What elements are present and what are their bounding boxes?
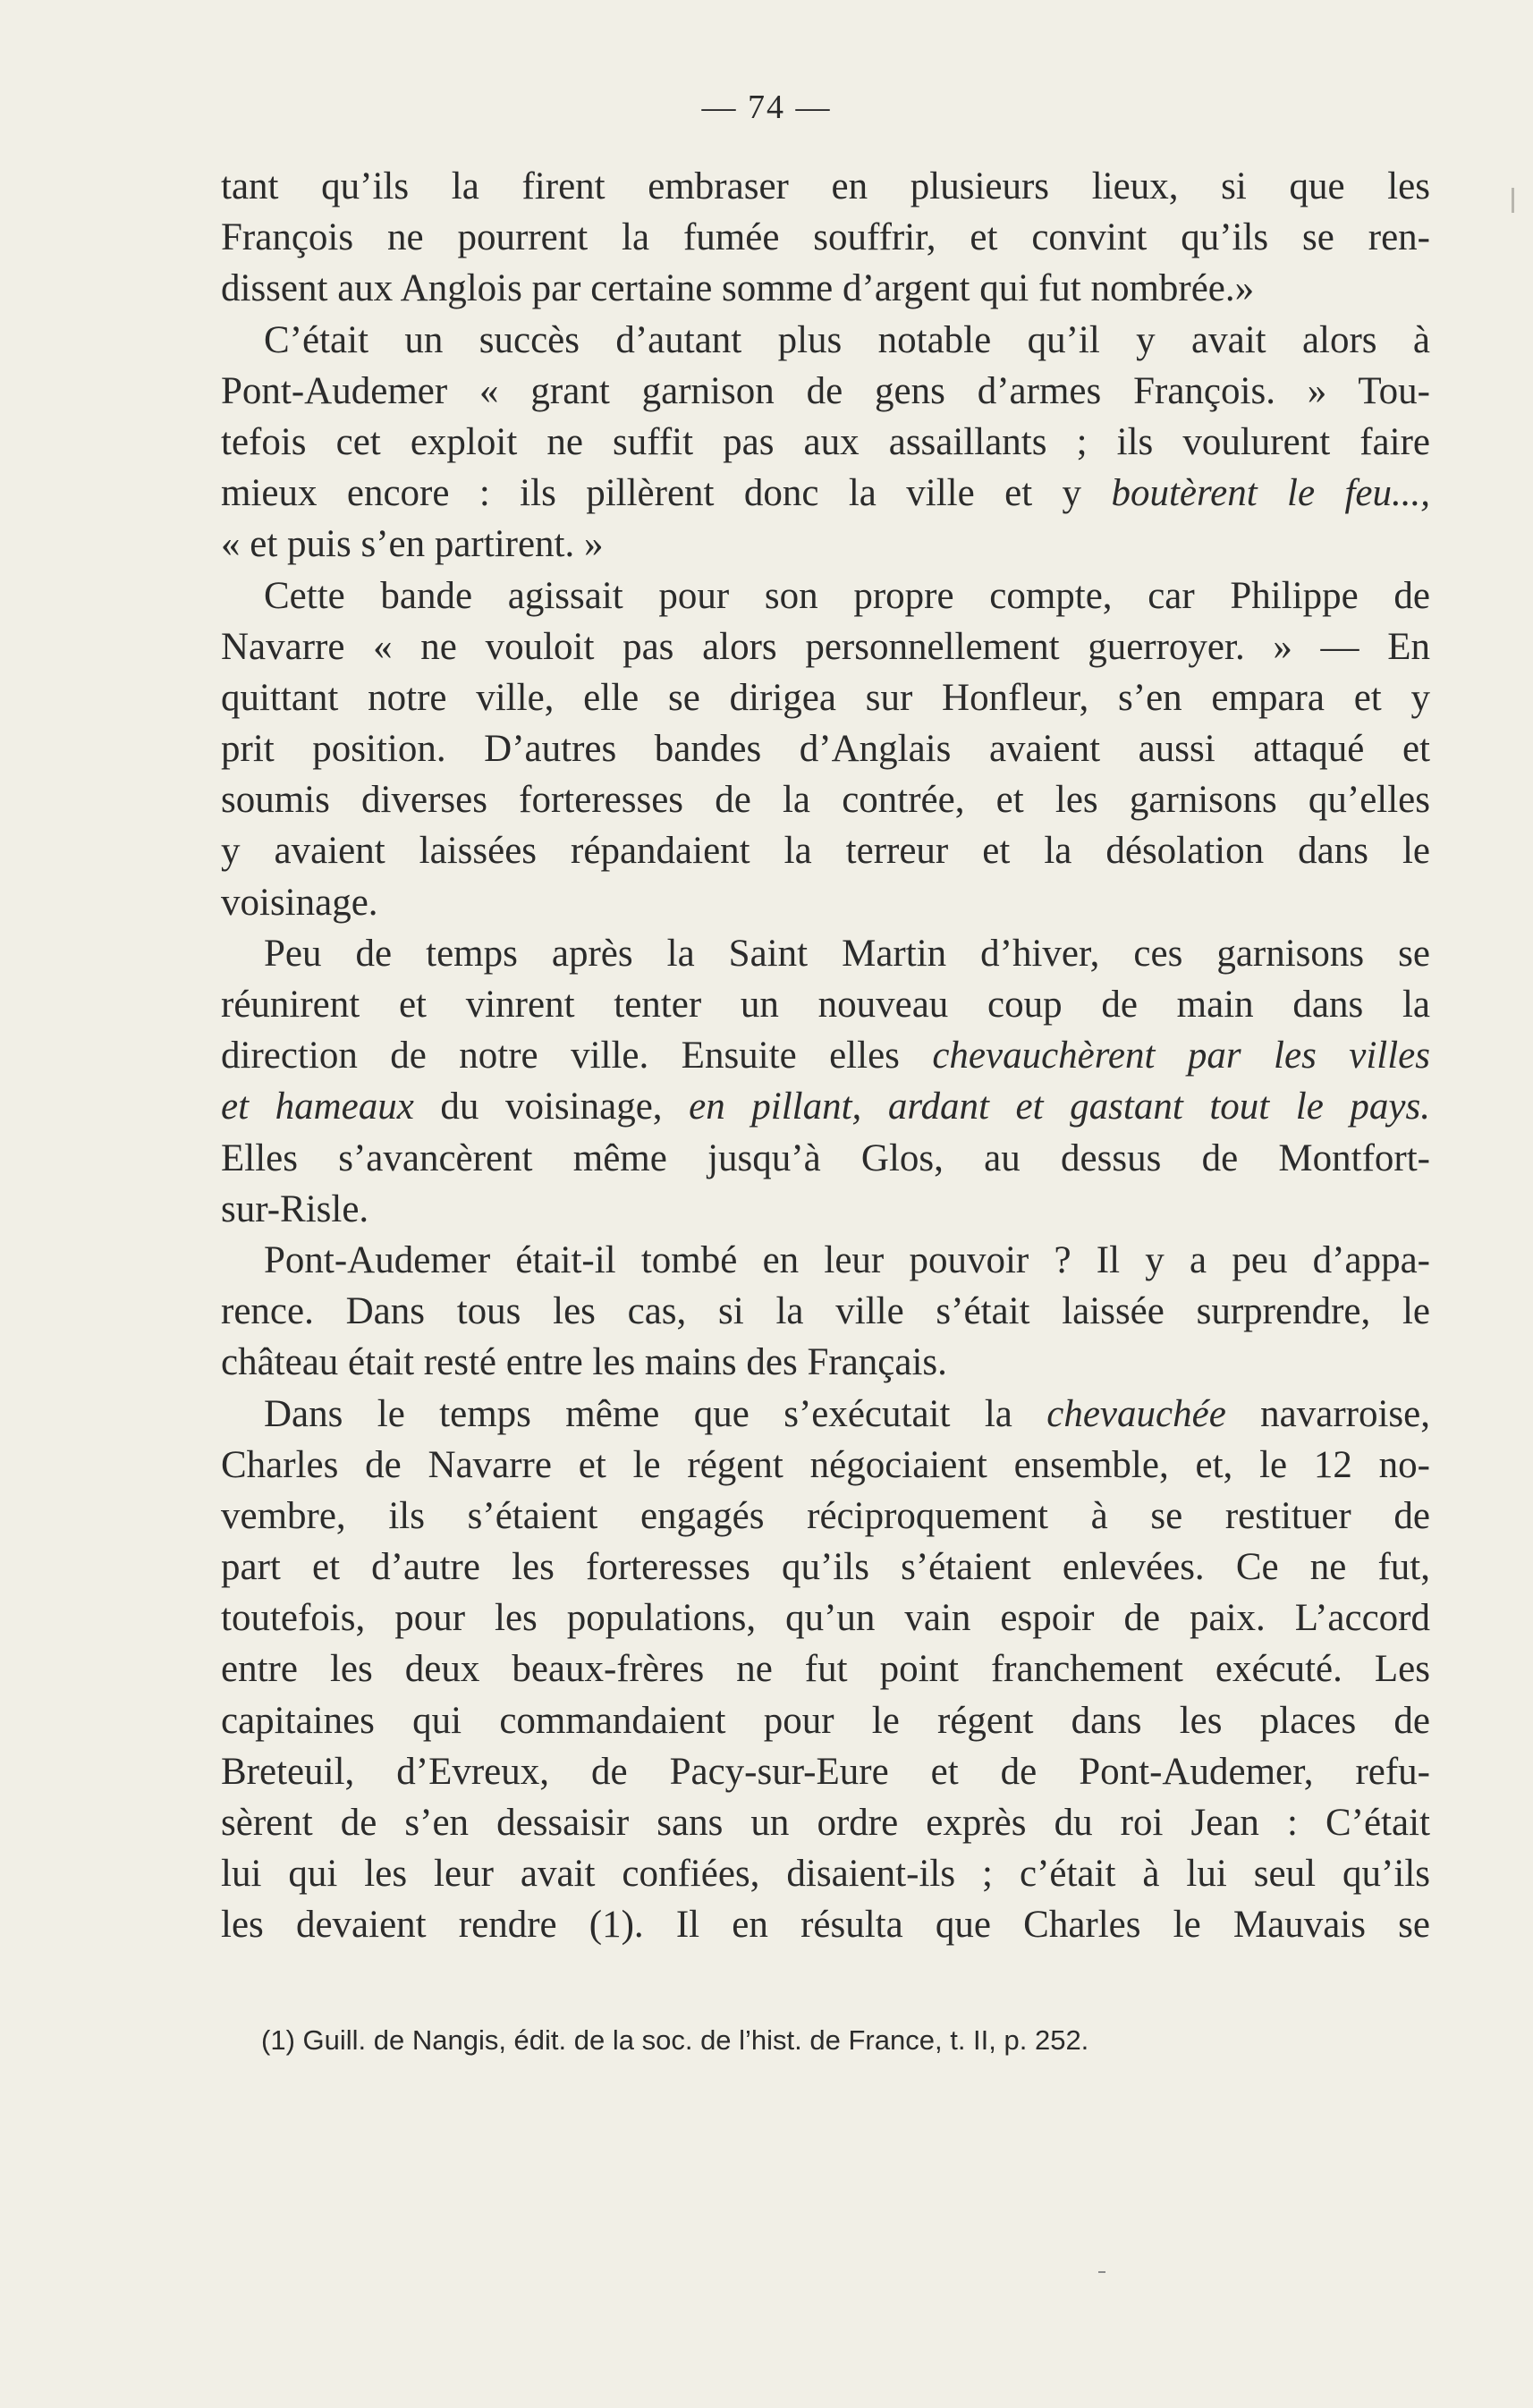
text-line: quittant notre ville, elle se dirigea sur Honfleur, s’en empara et y (221, 676, 1430, 719)
italic-run: et hameaux (221, 1086, 414, 1128)
text-line: Elles s’avancèrent même jusqu’à Glos, au dessus de Montfort- (221, 1136, 1430, 1179)
text-run: direction de notre ville. Ensuite elles (221, 1035, 933, 1077)
text-line (221, 1030, 1430, 1081)
paper-speck (1098, 2271, 1105, 2273)
text-line: réunirent et vinrent tenter un nouveau coup de main dans la (221, 984, 1430, 1026)
text-line: toutefois, pour les populations, qu’un vain espoir de paix. L’accord (221, 1597, 1430, 1640)
text-line: les devaient rendre (1). Il en résulta que Charles le Mauvais se (221, 1904, 1430, 1947)
page-number: — 74 — (701, 89, 832, 126)
text-line: vembre, ils s’étaient engagés réciproquement à se restituer de (221, 1494, 1430, 1537)
body-text (221, 161, 1430, 1951)
text-line (221, 468, 1430, 519)
text-run: navarroise, (1225, 1392, 1430, 1435)
text-line: Pont-Audemer était-il tombé en leur pouvoir ? Il y a peu d’appa- (264, 1238, 1430, 1281)
text-line: Pont-Audemer « grant garnison de gens d’armes François. » Tou- (221, 369, 1430, 412)
italic-run: en pillant, ardant et gastant tout le pays. (689, 1086, 1430, 1128)
text-line: tant qu’ils la firent embraser en plusieurs lieux, si que les (221, 165, 1430, 207)
text-line (221, 1389, 1430, 1440)
footnote: (1) Guill. de Nangis, édit. de la soc. de l’hist. de France, t. II, p. 252. (261, 2024, 1089, 2056)
text-line: François ne pourrent la fumée souffrir, et convint qu’ils se ren- (221, 216, 1430, 259)
text-line: y avaient laissées répandaient la terreur et la désolation dans le (221, 830, 1430, 873)
italic-run: chevauchèrent par les villes (932, 1035, 1430, 1077)
text-line: tefois cet exploit ne suffit pas aux assaillants ; ils voulurent faire (221, 420, 1430, 463)
italic-run: boutèrent le feu..., (1111, 472, 1431, 515)
text-run: du voisinage, (413, 1086, 690, 1128)
italic-run: chevauchée (1046, 1392, 1226, 1435)
text-line: lui qui les leur avait confiées, disaient-ils ; c’était à lui seul qu’ils (221, 1853, 1430, 1896)
text-line: prit position. D’autres bandes d’Anglais avaient aussi attaqué et (221, 728, 1430, 771)
text-run: mieux encore : ils pillèrent donc la ville et y (221, 472, 1082, 515)
text-line: soumis diverses forteresses de la contrée, et les garnisons qu’elles (221, 779, 1430, 822)
text-line: Charles de Navarre et le régent négociaient ensemble, et, le 12 no- (221, 1443, 1430, 1486)
paper-edge-mark (1512, 188, 1514, 213)
text-line: château était resté entre les mains des Français. (221, 1341, 947, 1384)
text-line: Breteuil, d’Evreux, de Pacy-sur-Eure et de Pont-Audemer, refu- (221, 1750, 1430, 1793)
text-line: dissent aux Anglois par certaine somme d’argent qui fut nombrée.» (221, 267, 1255, 310)
text-line: Navarre « ne vouloit pas alors personnellement guerroyer. » — En (221, 625, 1430, 668)
text-line: part et d’autre les forteresses qu’ils s’étaient enlevées. Ce ne fut, (221, 1546, 1430, 1589)
text-line: sèrent de s’en dessaisir sans un ordre exprès du roi Jean : C’était (221, 1802, 1430, 1844)
text-line: voisinage. (221, 881, 378, 924)
text-line: rence. Dans tous les cas, si la ville s’était laissée surprendre, le (221, 1290, 1430, 1333)
text-line: capitaines qui commandaient pour le régent dans les places de (221, 1699, 1430, 1742)
text-line: Peu de temps après la Saint Martin d’hiver, ces garnisons se (264, 932, 1430, 975)
text-run: Dans le temps même que s’exécutait la (264, 1392, 1047, 1435)
text-line: « et puis s’en partirent. » (221, 523, 604, 566)
text-line: C’était un succès d’autant plus notable qu’il y avait alors à (264, 318, 1430, 361)
text-line (221, 1081, 1430, 1132)
text-line: entre les deux beaux-frères ne fut point franchement exécuté. Les (221, 1648, 1430, 1691)
text-line: Cette bande agissait pour son propre compte, car Philippe de (264, 574, 1430, 617)
text-line: sur-Risle. (221, 1187, 369, 1230)
